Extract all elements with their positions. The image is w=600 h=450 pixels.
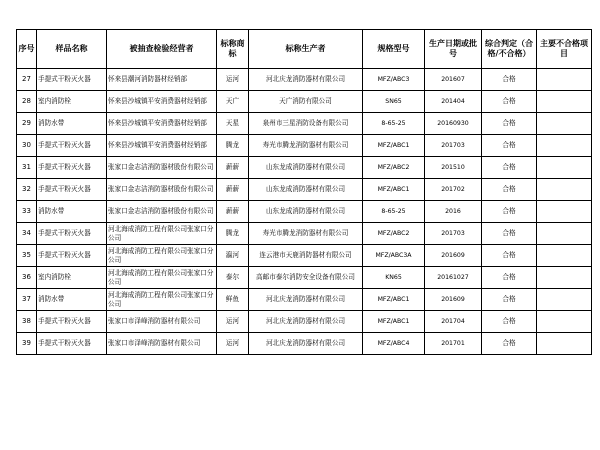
verdict-cell: 合格 — [482, 69, 537, 91]
producer-cell: 天广消防有限公司 — [249, 91, 363, 113]
verdict-cell: 合格 — [482, 245, 537, 267]
failure-cell — [537, 223, 592, 245]
date-cell: 2016 — [425, 201, 482, 223]
sample-name-cell: 室内消防栓 — [37, 91, 107, 113]
failure-cell — [537, 157, 592, 179]
seq-cell: 33 — [17, 201, 37, 223]
header-cell-seq: 序号 — [17, 30, 37, 69]
header-cell-model: 规格型号 — [363, 30, 425, 69]
model-cell: MFZ/ABC4 — [363, 333, 425, 355]
table-row — [17, 91, 592, 113]
date-cell: 20160930 — [425, 113, 482, 135]
header-cell-date: 生产日期或批号 — [425, 30, 482, 69]
date-cell: 201609 — [425, 245, 482, 267]
brand-cell: 瀛河 — [217, 245, 249, 267]
header-cell-brand: 标称商标 — [217, 30, 249, 69]
producer-cell: 山东龙成消防器材有限公司 — [249, 157, 363, 179]
date-cell: 201703 — [425, 135, 482, 157]
table-row — [17, 201, 592, 223]
model-cell: MFZ/ABC1 — [363, 311, 425, 333]
header-row — [17, 30, 592, 69]
sample-name-cell: 手提式干粉灭火器 — [37, 135, 107, 157]
table-row — [17, 157, 592, 179]
verdict-cell: 合格 — [482, 113, 537, 135]
seq-cell: 30 — [17, 135, 37, 157]
failure-cell — [537, 245, 592, 267]
sample-name-cell: 消防水带 — [37, 113, 107, 135]
operator-cell: 张家口市泽峰消防器材有限公司 — [107, 311, 217, 333]
failure-cell — [537, 201, 592, 223]
sample-name-cell: 消防水带 — [37, 201, 107, 223]
table-row — [17, 69, 592, 91]
operator-cell: 河北海成消防工程有限公司张家口分公司 — [107, 289, 217, 311]
date-cell: 201703 — [425, 223, 482, 245]
model-cell: 8-65-25 — [363, 201, 425, 223]
seq-cell: 36 — [17, 267, 37, 289]
header-cell-name: 样品名称 — [37, 30, 107, 69]
producer-cell: 高邮市泰尔消防安全设备有限公司 — [249, 267, 363, 289]
brand-cell: 运河 — [217, 311, 249, 333]
table-row — [17, 267, 592, 289]
operator-cell: 张家口市泽峰消防器材有限公司 — [107, 333, 217, 355]
seq-cell: 29 — [17, 113, 37, 135]
seq-cell: 38 — [17, 311, 37, 333]
operator-cell: 河北海成消防工程有限公司张家口分公司 — [107, 267, 217, 289]
seq-cell: 27 — [17, 69, 37, 91]
producer-cell: 寿光市腾龙消防器材有限公司 — [249, 135, 363, 157]
verdict-cell: 合格 — [482, 179, 537, 201]
table-row — [17, 223, 592, 245]
sample-name-cell: 手提式干粉灭火器 — [37, 179, 107, 201]
model-cell: 8-65-25 — [363, 113, 425, 135]
brand-cell: 薪薪 — [217, 157, 249, 179]
date-cell: 201609 — [425, 289, 482, 311]
header-cell-operator: 被抽查检验经营者 — [107, 30, 217, 69]
producer-cell: 河北庆龙消防器材有限公司 — [249, 311, 363, 333]
date-cell: 201510 — [425, 157, 482, 179]
operator-cell: 张家口金志洁消防器材股份有限公司 — [107, 201, 217, 223]
brand-cell: 薪薪 — [217, 179, 249, 201]
producer-cell: 河北庆龙消防器材有限公司 — [249, 69, 363, 91]
table-row — [17, 311, 592, 333]
model-cell: MFZ/ABC1 — [363, 135, 425, 157]
operator-cell: 河北海成消防工程有限公司张家口分公司 — [107, 245, 217, 267]
verdict-cell: 合格 — [482, 267, 537, 289]
seq-cell: 39 — [17, 333, 37, 355]
header-cell-failure: 主要不合格项目 — [537, 30, 592, 69]
verdict-cell: 合格 — [482, 289, 537, 311]
failure-cell — [537, 135, 592, 157]
brand-cell: 薪薪 — [217, 201, 249, 223]
operator-cell: 张家口金志洁消防器材股份有限公司 — [107, 179, 217, 201]
failure-cell — [537, 333, 592, 355]
verdict-cell: 合格 — [482, 135, 537, 157]
producer-cell: 山东龙成消防器材有限公司 — [249, 201, 363, 223]
date-cell: 201704 — [425, 311, 482, 333]
producer-cell: 河北庆龙消防器材有限公司 — [249, 333, 363, 355]
operator-cell: 河北海成消防工程有限公司张家口分公司 — [107, 223, 217, 245]
failure-cell — [537, 91, 592, 113]
producer-cell: 河北庆龙消防器材有限公司 — [249, 289, 363, 311]
seq-cell: 37 — [17, 289, 37, 311]
model-cell: MFZ/ABC1 — [363, 179, 425, 201]
seq-cell: 34 — [17, 223, 37, 245]
seq-cell: 28 — [17, 91, 37, 113]
failure-cell — [537, 311, 592, 333]
brand-cell: 鲜鱼 — [217, 289, 249, 311]
date-cell: 201701 — [425, 333, 482, 355]
sample-name-cell: 手提式干粉灭火器 — [37, 69, 107, 91]
operator-cell: 怀来县潮河消防器材经销部 — [107, 69, 217, 91]
brand-cell: 腾龙 — [217, 223, 249, 245]
operator-cell: 张家口金志洁消防器材股份有限公司 — [107, 157, 217, 179]
table-row — [17, 245, 592, 267]
verdict-cell: 合格 — [482, 157, 537, 179]
brand-cell: 运河 — [217, 333, 249, 355]
seq-cell: 35 — [17, 245, 37, 267]
verdict-cell: 合格 — [482, 223, 537, 245]
failure-cell — [537, 289, 592, 311]
model-cell: KN65 — [363, 267, 425, 289]
verdict-cell: 合格 — [482, 311, 537, 333]
sample-name-cell: 手提式干粉灭火器 — [37, 245, 107, 267]
table-row — [17, 179, 592, 201]
brand-cell: 泰尔 — [217, 267, 249, 289]
failure-cell — [537, 179, 592, 201]
producer-cell: 山东龙成消防器材有限公司 — [249, 179, 363, 201]
seq-cell: 32 — [17, 179, 37, 201]
sample-name-cell: 手提式干粉灭火器 — [37, 311, 107, 333]
date-cell: 201702 — [425, 179, 482, 201]
brand-cell: 腾龙 — [217, 135, 249, 157]
sample-name-cell: 手提式干粉灭火器 — [37, 333, 107, 355]
producer-cell: 连云港市天鹿消防器材有限公司 — [249, 245, 363, 267]
operator-cell: 怀来县沙城镇平安消费器材经销部 — [107, 135, 217, 157]
brand-cell: 天广 — [217, 91, 249, 113]
verdict-cell: 合格 — [482, 201, 537, 223]
brand-cell: 运河 — [217, 69, 249, 91]
date-cell: 201404 — [425, 91, 482, 113]
brand-cell: 天星 — [217, 113, 249, 135]
table-row — [17, 113, 592, 135]
header-cell-verdict: 综合判定（合格/不合格） — [482, 30, 537, 69]
sample-name-cell: 消防水带 — [37, 289, 107, 311]
failure-cell — [537, 69, 592, 91]
sample-name-cell: 手提式干粉灭火器 — [37, 157, 107, 179]
table-row — [17, 289, 592, 311]
failure-cell — [537, 267, 592, 289]
model-cell: MFZ/ABC1 — [363, 289, 425, 311]
table-body — [17, 69, 592, 355]
model-cell: MFZ/ABC2 — [363, 223, 425, 245]
verdict-cell: 合格 — [482, 91, 537, 113]
producer-cell: 泉州市三星消防设备有限公司 — [249, 113, 363, 135]
model-cell: MFZ/ABC3 — [363, 69, 425, 91]
operator-cell: 怀来县沙城镇平安消费器材经销部 — [107, 91, 217, 113]
date-cell: 201607 — [425, 69, 482, 91]
operator-cell: 怀来县沙城镇平安消费器材经销部 — [107, 113, 217, 135]
sample-name-cell: 室内消防栓 — [37, 267, 107, 289]
table-row — [17, 135, 592, 157]
producer-cell: 寿光市腾龙消防器材有限公司 — [249, 223, 363, 245]
model-cell: MFZ/ABC3A — [363, 245, 425, 267]
inspection-table — [16, 29, 592, 355]
model-cell: MFZ/ABC2 — [363, 157, 425, 179]
seq-cell: 31 — [17, 157, 37, 179]
verdict-cell: 合格 — [482, 333, 537, 355]
failure-cell — [537, 113, 592, 135]
model-cell: SN65 — [363, 91, 425, 113]
date-cell: 20161027 — [425, 267, 482, 289]
table-row — [17, 333, 592, 355]
sample-name-cell: 手提式干粉灭火器 — [37, 223, 107, 245]
header-cell-producer: 标称生产者 — [249, 30, 363, 69]
